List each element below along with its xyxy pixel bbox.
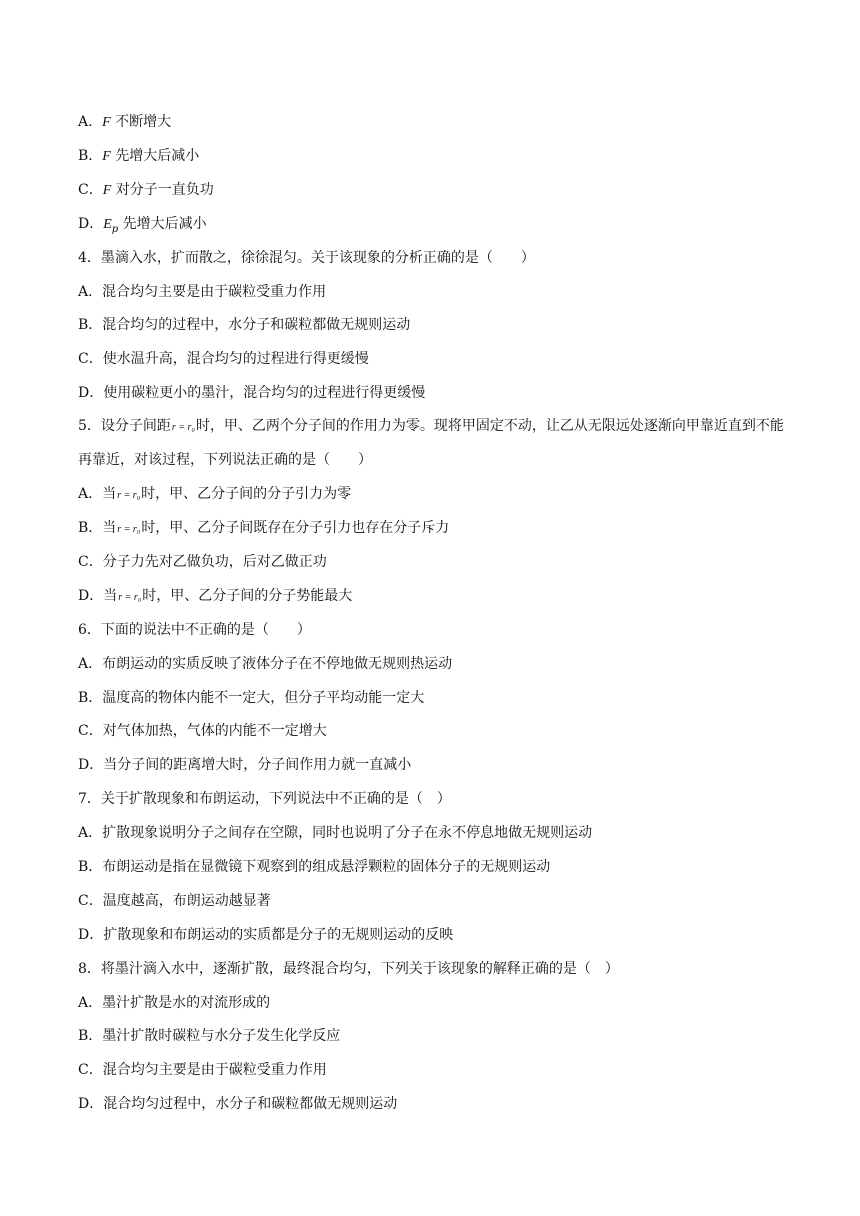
q6-option-d: D．当分子间的距离增大时，分子间作用力就一直减小	[78, 757, 412, 773]
q7-option-d: D．扩散现象和布朗运动的实质都是分子的无规则运动的反映	[78, 927, 454, 943]
q7-stem: 7．关于扩散现象和布朗运动，下列说法中不正确的是（ ）	[78, 791, 451, 807]
q3-option-a	[78, 112, 171, 133]
q6-option-a: A．布朗运动的实质反映了液体分子在不停地做无规则热运动	[78, 656, 453, 672]
q7-option-a: A．扩散现象说明分子之间存在空隙，同时也说明了分子在永不停息地做无规则运动	[78, 825, 593, 841]
q4-option-d: D．使用碳粒更小的墨汁，混合均匀的过程进行得更缓慢	[78, 385, 426, 401]
energy-subscript: p	[111, 223, 119, 235]
option-prefix: A．当	[78, 486, 117, 502]
stem-suffix: 时，甲、乙两个分子间的作用力为零。现将甲固定不动，让乙从无限远处逐渐向甲靠近直到不能再靠近，对该过程，下列说法正确的是（ ）	[78, 418, 784, 468]
option-label: B．	[78, 148, 103, 164]
option-suffix: 时，甲、乙分子间的分子引力为零	[141, 486, 352, 502]
q7-option-c: C．温度越高，布朗运动越显著	[78, 893, 271, 909]
option-label: D．	[78, 216, 104, 232]
r-equals-r0: r = r₀	[118, 592, 142, 603]
option-suffix: 时，甲、乙分子间的分子势能最大	[142, 588, 353, 604]
force-symbol: F	[102, 115, 111, 130]
q4-option-b: B．混合均匀的过程中，水分子和碳粒都做无规则运动	[78, 317, 411, 333]
option-text: 先增大后减小	[115, 148, 200, 164]
q5-option-c: C．分子力先对乙做负功，后对乙做正功	[78, 554, 327, 570]
stem-prefix: 5．设分子间距	[78, 418, 171, 434]
option-label: C．	[78, 182, 103, 198]
q6-option-b: B．温度高的物体内能不一定大，但分子平均动能一定大	[78, 690, 425, 706]
force-symbol: F	[102, 149, 111, 164]
r-equals-r0: r = r₀	[117, 490, 141, 501]
r-equals-r0: r = r₀	[117, 524, 141, 535]
option-prefix: D．当	[78, 588, 118, 604]
q5-option-a	[78, 484, 351, 506]
q4-option-a: A．混合均匀主要是由于碳粒受重力作用	[78, 284, 327, 300]
option-text: 先增大后减小	[122, 216, 207, 232]
q8-option-b: B．墨汁扩散时碳粒与水分子发生化学反应	[78, 1028, 341, 1044]
q5-option-b	[78, 518, 449, 540]
q4-option-c: C．使水温升高，混合均匀的过程进行得更缓慢	[78, 351, 369, 367]
option-label: A．	[78, 114, 103, 130]
option-text: 对分子一直负功	[115, 182, 214, 198]
energy-symbol: E	[103, 217, 112, 232]
r-equals-r0: r = r₀	[171, 422, 195, 433]
q4-stem: 4．墨滴入水，扩而散之，徐徐混匀。关于该现象的分析正确的是（ ）	[78, 250, 535, 266]
q8-stem: 8．将墨汁滴入水中，逐渐扩散，最终混合均匀，下列关于该现象的解释正确的是（ ）	[78, 961, 619, 977]
q8-option-a: A．墨汁扩散是水的对流形成的	[78, 995, 271, 1011]
q3-option-b	[78, 146, 199, 167]
q6-option-c: C．对气体加热，气体的内能不一定增大	[78, 723, 327, 739]
q5-stem	[78, 410, 790, 477]
q8-option-c: C．混合均匀主要是由于碳粒受重力作用	[78, 1062, 327, 1078]
q3-option-d	[78, 214, 207, 240]
option-prefix: B．当	[78, 520, 117, 536]
q5-option-d	[78, 586, 352, 608]
q6-stem: 6．下面的说法中不正确的是（ ）	[78, 622, 311, 638]
q8-option-d: D．混合均匀过程中，水分子和碳粒都做无规则运动	[78, 1096, 398, 1112]
q7-option-b: B．布朗运动是指在显微镜下观察到的组成悬浮颗粒的固体分子的无规则运动	[78, 859, 551, 875]
option-suffix: 时，甲、乙分子间既存在分子引力也存在分子斥力	[141, 520, 450, 536]
force-symbol: F	[102, 183, 112, 198]
q3-option-c	[78, 180, 214, 201]
option-text: 不断增大	[115, 114, 172, 130]
